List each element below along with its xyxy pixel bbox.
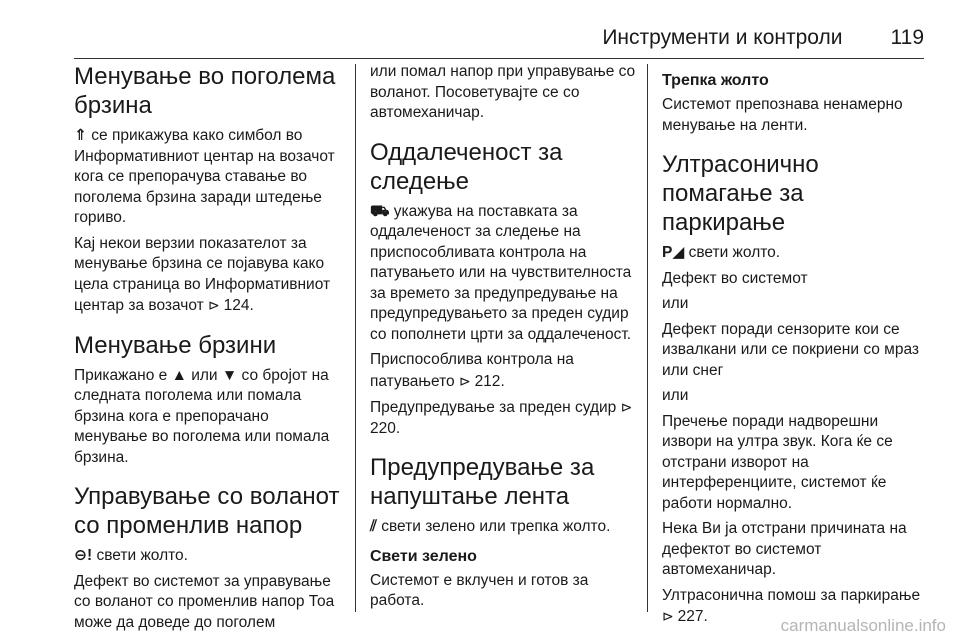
paragraph-text: се прикажува како симбол во Информативниот центар на возачот кога се препорачува ставање во поголема брзина заради штедење гориво. [74,127,335,226]
paragraph [370,62,638,124]
section-heading: Менување брзини [74,331,277,359]
paragraph [370,517,638,538]
paragraph [74,234,346,317]
paragraph-text: или [662,387,689,404]
paragraph [662,269,926,290]
paragraph-text: укажува на поставката за оддалеченост за следење на приспособливата контрола на патувањето или на чувствителноста за времето за предупредување на предупредувањето за преден судир со пополнети црти за оддалеченост. [370,202,632,343]
subsection-heading: Свети зелено [370,547,477,565]
paragraph-text: Пречење поради надворешни извори на ултра звук. Кога ќе се отстрани изворот на интерференциите, системот ќе работи нормално. [662,412,893,512]
paragraph-text: или помал напор при управување со воланот. Посоветувајте се со автомеханичар. [370,63,636,121]
indicator-symbol-icon: P◢ [662,244,685,261]
paragraph [74,366,346,469]
column-left [74,62,346,638]
paragraph-text: . [249,297,254,314]
page-reference-link[interactable]: 124 [223,297,250,314]
section-heading: Ултрасонично помагање за паркирање [662,151,819,236]
paragraph [662,412,926,515]
paragraph-text: свети зелено или трепка жолто. [376,518,611,535]
paragraph-text: Системот е вклучен и готов за работа. [370,571,589,609]
page-header [0,26,924,54]
paragraph-text: Системот препознава ненамерно менување на ленти. [662,96,903,134]
paragraph [370,397,638,439]
watermark: carmanualsonline.info [780,616,946,635]
page-reference-icon: ⊳ [662,608,678,624]
indicator-symbol-icon: ⊖! [74,547,93,564]
paragraph [370,202,638,346]
section-heading: Управување со воланот со променлив напор [74,483,340,539]
paragraph [662,519,926,581]
paragraph [662,386,926,407]
indicator-symbol-icon: ⇑ [74,127,87,144]
paragraph-text: или [662,295,689,312]
paragraph-text: свети жолто. [684,244,781,261]
paragraph-text: Дефект во системот [662,269,808,287]
section-heading: Оддалеченост за следење [370,138,563,195]
column-divider [647,64,648,612]
indicator-symbol-icon: ⫽ [370,518,377,535]
subsection-heading: Трепка жолто [662,72,769,89]
paragraph [662,95,926,136]
page-reference-link[interactable]: 212 [474,372,501,390]
column-divider [355,64,356,612]
page-reference-icon: ⊳ [458,372,475,389]
paragraph-text: Дефект поради сензорите кои се извалкани или се покриени со мраз или снег [662,320,919,379]
section-heading: Предупредување за напуштање лента [370,454,595,510]
paragraph [74,126,346,229]
column-middle [370,62,638,617]
header-divider [74,58,924,59]
page-number: 119 [890,26,924,49]
section-heading: Менување во поголема брзина [74,63,336,119]
paragraph-text: Предупредување за преден судир [370,399,621,416]
paragraph-text: Нека Ви ја отстрани причината на дефектот во системот автомеханичар. [662,520,907,578]
paragraph [74,572,346,634]
paragraph [74,546,346,567]
paragraph [662,294,926,315]
paragraph-text: Прикажано е ▲ или ▼ со бројот на следната поголема или помала брзина кога е препорачано менување во поголема или помала брзина. [74,366,330,466]
paragraph-text: Кај некои верзии показателот за менување брзина се појавува како цела страница во Информативниот центар за возачот [74,234,331,314]
paragraph [370,350,638,392]
paragraph-text: Ултрасонична помош за паркирање [662,586,921,604]
column-right [662,62,926,633]
page-reference-link[interactable]: 227 [677,608,704,625]
paragraph-text: свети жолто. [92,547,188,564]
paragraph [662,243,926,264]
paragraph [662,320,926,382]
paragraph-text: Дефект во системот за управување со воланот со променлив напор Тоа може да доведе до поголем [74,572,335,631]
paragraph [370,571,638,612]
page-reference-icon: ⊳ [208,297,224,313]
paragraph-text: . [703,608,708,625]
page-reference-icon: ⊳ [620,399,633,415]
page-reference-link[interactable]: 220 [370,419,396,437]
paragraph-text: Приспособлива контрола на патувањето [370,351,574,390]
paragraph-text: . [395,419,401,437]
paragraph-text: . [500,372,505,390]
indicator-symbol-icon: ⛟ [370,202,390,220]
header-title: Инструменти и контроли [602,26,843,49]
